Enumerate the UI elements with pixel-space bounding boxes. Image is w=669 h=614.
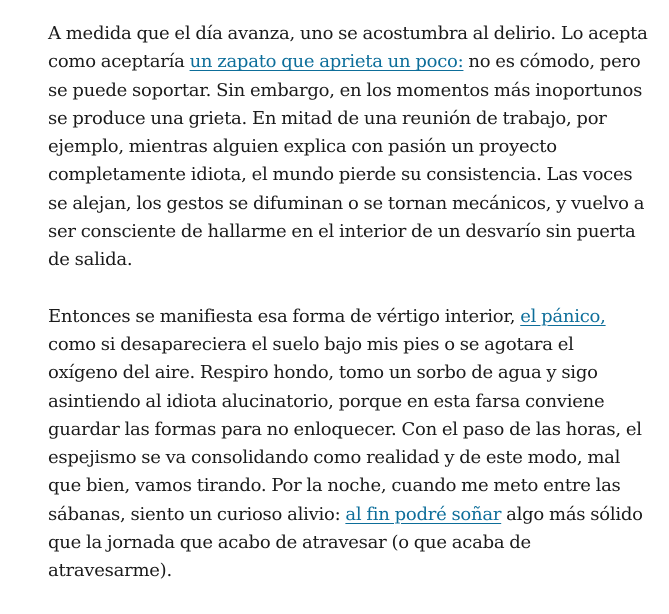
link-el-panico[interactable]: el pánico,	[520, 305, 606, 327]
paragraph-1	[48, 20, 648, 275]
paragraph-2-text-2: como si desapareciera el suelo bajo mis pies o se agotara el oxígeno del aire. Respiro hondo, tomo un sorbo de agua y sigo asintiendo al idiota alucinatorio, porque en esta farsa conviene guardar las formas para no enloquecer. Con el paso de las horas, el espejismo se va consolidando como realidad y de este modo, mal que bien, vamos tirando. Por la noche, cuando me meto entre las sábanas, siento un curioso alivio:	[48, 333, 642, 525]
paragraph-2-text-3: algo más sólido que la jornada que acabo de atravesar (o que acaba de atravesarme).	[48, 503, 643, 582]
paragraph-2	[48, 303, 648, 586]
paragraph-2-text-1: Entonces se manifiesta esa forma de vértigo interior,	[48, 305, 521, 327]
paragraph-1-text-2: no es cómodo, pero se puede soportar. Sin embargo, en los momentos más inoportunos se produce una grieta. En mitad de una reunión de trabajo, por ejemplo, mientras alguien explica con pasión un proyecto completamente idiota, el mundo pierde su consistencia. Las voces se alejan, los gestos se difuminan o se tornan mecánicos, y vuelvo a ser consciente de hallarme en el interior de un desvarío sin puerta de salida.	[48, 51, 645, 271]
paragraph-1-text-1: A medida que el día avanza, uno se acostumbra al delirio. Lo acepta como aceptaría	[48, 23, 648, 73]
link-zapato-que-aprieta[interactable]: un zapato que aprieta un poco:	[189, 51, 464, 73]
link-al-fin-podre-sonar[interactable]: al fin podré soñar	[345, 503, 502, 525]
article-body	[48, 20, 648, 614]
